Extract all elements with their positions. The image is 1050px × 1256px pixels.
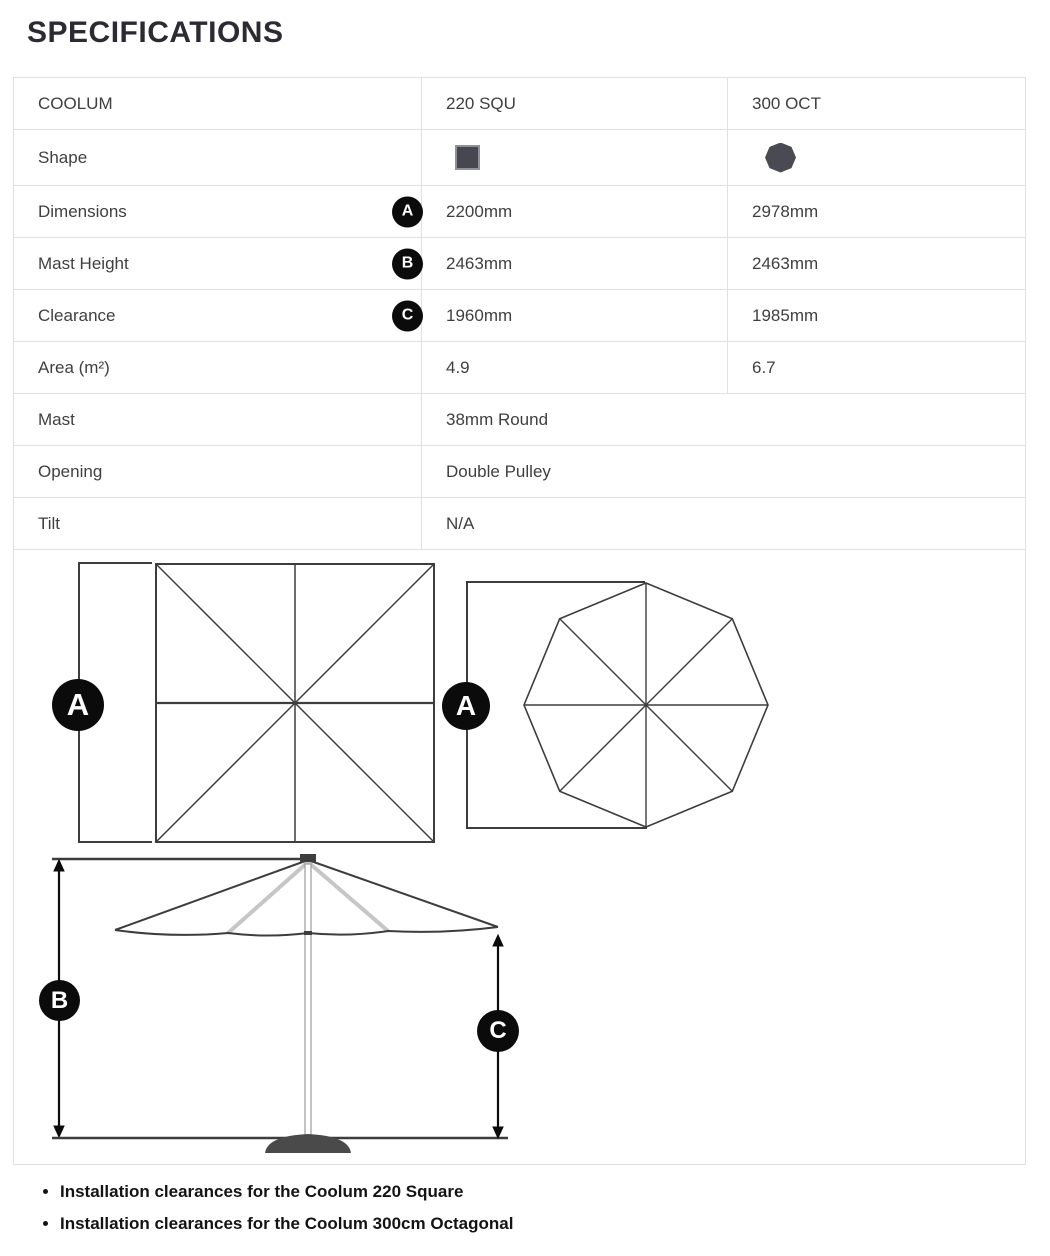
finial-cap [300, 854, 316, 862]
area-220-value: 4.9 [422, 342, 728, 394]
page-title: SPECIFICATIONS [27, 16, 284, 49]
opening-row [14, 446, 1026, 498]
opening-label: Opening [14, 446, 422, 498]
badge-b-height-icon: B [39, 980, 80, 1021]
umbrella-diagrams [14, 550, 1024, 1164]
mast-value: 38mm Round [422, 394, 1026, 446]
diagram-section [14, 550, 1025, 1164]
variant-220-header: 220 SQU [422, 78, 728, 130]
dimensions-220-value: 2200mm [422, 186, 728, 238]
dimensions-row [14, 186, 1026, 238]
side-view [52, 854, 508, 1153]
tilt-row [14, 498, 1026, 550]
octagon-shape-icon [765, 143, 796, 173]
canopy-hub [304, 931, 312, 935]
clearance-220-value: 1960mm [422, 290, 728, 342]
mast-height-220-value: 2463mm [422, 238, 728, 290]
mast-label: Mast [14, 394, 422, 446]
badge-a-icon: A [392, 196, 423, 227]
clearance-300-value: 1985mm [728, 290, 1026, 342]
note-item: • Installation clearances for the Coolum 300cm Octagonal [60, 1211, 1050, 1237]
badge-c-clearance-icon: C [477, 1010, 519, 1052]
square-shape-icon [455, 145, 480, 170]
badge-b-icon: B [392, 248, 423, 279]
badge-c-icon: C [392, 300, 423, 331]
mast-height-row [14, 238, 1026, 290]
shape-row [14, 130, 1026, 186]
notes-list [0, 1179, 1050, 1237]
diagram-row [14, 550, 1026, 1165]
spec-table [13, 77, 1026, 1165]
dimensions-300-value: 2978mm [728, 186, 1026, 238]
dimensions-label: Dimensions [38, 201, 127, 221]
product-name-cell: COOLUM [14, 78, 422, 130]
shape-label: Shape [14, 130, 422, 186]
area-300-value: 6.7 [728, 342, 1026, 394]
octagon-top-view [524, 583, 768, 827]
mast-height-label: Mast Height [38, 253, 129, 273]
square-top-view [156, 564, 434, 842]
mast-pole [305, 864, 311, 1138]
area-row [14, 342, 1026, 394]
tilt-label: Tilt [14, 498, 422, 550]
tilt-value: N/A [422, 498, 1026, 550]
table-header-row [14, 78, 1026, 130]
variant-300-header: 300 OCT [728, 78, 1026, 130]
mast-row [14, 394, 1026, 446]
area-label: Area (m²) [14, 342, 422, 394]
mast-height-300-value: 2463mm [728, 238, 1026, 290]
clearance-label: Clearance [38, 305, 116, 325]
badge-a-square-icon: A [52, 679, 104, 731]
opening-value: Double Pulley [422, 446, 1026, 498]
note-item: • Installation clearances for the Coolum 220 Square [60, 1179, 1050, 1205]
badge-a-octagon-icon: A [442, 682, 490, 730]
clearance-row [14, 290, 1026, 342]
